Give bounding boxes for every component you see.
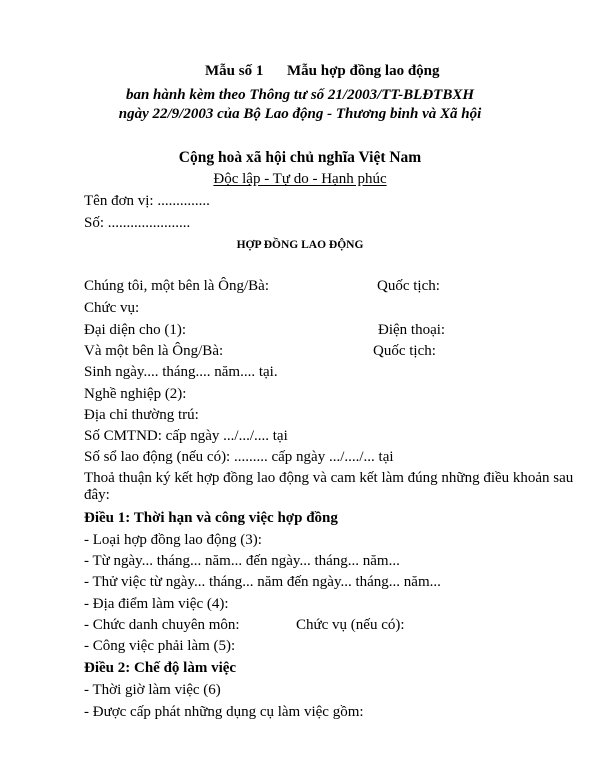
contract-type-label: - Loại hợp đồng lao động (3): — [84, 532, 262, 548]
article-1-title: Điều 1: Thời hạn và công việc hợp đồng — [84, 510, 338, 526]
occupation-label: Nghề nghiệp (2): — [84, 386, 187, 402]
nation-name: Cộng hoà xã hội chủ nghĩa Việt Nam — [178, 149, 422, 166]
unit-name: Tên đơn vị: .............. — [84, 193, 210, 209]
working-hours-label: - Thời giờ làm việc (6) — [84, 682, 221, 698]
agreement-text-line-2: đây: — [84, 487, 110, 503]
tasks-label: - Công việc phải làm (5): — [84, 638, 236, 654]
form-number: Mẫu số 1 — [205, 63, 264, 79]
party-b-nationality: Quốc tịch: — [373, 343, 436, 359]
party-a-nationality: Quốc tịch: — [377, 278, 440, 294]
birth-label: Sinh ngày.... tháng.... năm.... tại. — [84, 364, 278, 380]
national-slogan: Độc lập - Tự do - Hạnh phúc — [213, 171, 387, 187]
position-label: Chức vụ: — [84, 300, 140, 316]
party-b-label: Và một bên là Ông/Bà: — [84, 343, 224, 359]
id-card-label: Số CMTND: cấp ngày .../.../.... tại — [84, 428, 288, 444]
address-label: Địa chỉ thường trú: — [84, 407, 199, 423]
probation-label: - Thử việc từ ngày... tháng... năm đến ngày... tháng... năm... — [84, 574, 441, 590]
representing-label: Đại diện cho (1): — [84, 322, 187, 338]
professional-title-label: - Chức danh chuyên môn: — [84, 617, 240, 633]
party-a-label: Chúng tôi, một bên là Ông/Bà: — [84, 278, 269, 294]
form-name: Mẫu hợp đồng lao động — [287, 63, 440, 79]
contract-duration-label: - Từ ngày... tháng... năm... đến ngày... tháng... năm... — [84, 553, 400, 569]
document-number: Số: ...................... — [84, 215, 191, 231]
phone-label: Điện thoại: — [378, 322, 446, 338]
labor-book-label: Số sổ lao động (nếu có): ......... cấp ngày .../..../... tại — [84, 449, 394, 465]
workplace-label: - Địa điểm làm việc (4): — [84, 596, 229, 612]
job-position-label: Chức vụ (nếu có): — [296, 617, 405, 633]
issued-date: ngày 22/9/2003 của Bộ Lao động - Thương binh và Xã hội — [118, 106, 482, 122]
agreement-text-line-1: Thoả thuận ký kết hợp đồng lao động và cam kết làm đúng những điều khoản sau — [84, 470, 574, 486]
equipment-label: - Được cấp phát những dụng cụ làm việc gồm: — [84, 704, 364, 720]
article-2-title: Điều 2: Chế độ làm việc — [84, 660, 237, 676]
issued-by: ban hành kèm theo Thông tư số 21/2003/TT-BLĐTBXH — [125, 87, 475, 103]
contract-title: HỢP ĐỒNG LAO ĐỘNG — [236, 239, 364, 251]
